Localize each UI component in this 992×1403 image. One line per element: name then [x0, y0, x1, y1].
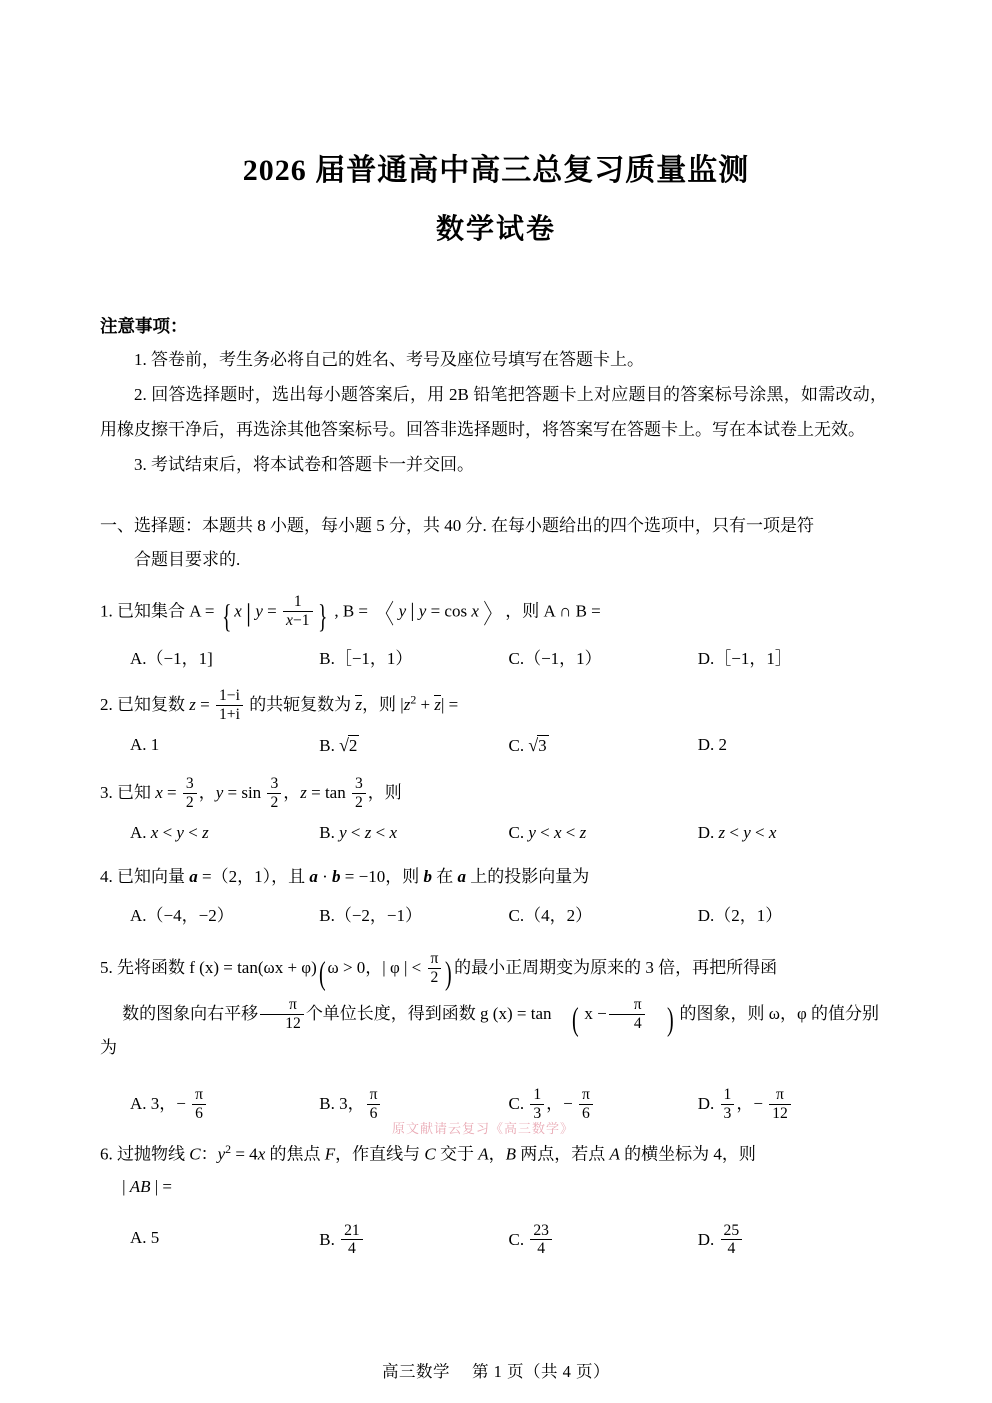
question-6-number: 6.	[100, 1145, 113, 1165]
question-5-option-c[interactable]: C. $\frac{1}{3}$ ，− $\frac{\pi}{6}$	[509, 1086, 698, 1122]
question-1-option-d[interactable]: D.［−1，1］	[697, 648, 792, 668]
question-4-option-c[interactable]: C.（4，2）	[508, 905, 593, 925]
question-1-option-b[interactable]: B.［−1，1）	[319, 648, 413, 668]
question-1-options	[100, 643, 887, 675]
left-brace: {	[221, 597, 232, 634]
notice-item-3: 3. 考试结束后，将本试卷和答题卡一并交回。	[134, 454, 474, 474]
question-4-stem: 4. 已知向量 a =（2，1），且 a · b = −10，则 b 在 a 上的投影向量为	[100, 867, 590, 887]
section-heading	[100, 509, 887, 577]
question-6-option-a[interactable]: A. 5	[130, 1227, 160, 1247]
question-5-text-a: 先将函数 f (x) = tan(ωx + φ)	[117, 958, 317, 977]
section-heading-line-2: 合题目要求的.	[134, 549, 241, 569]
document-body	[100, 309, 887, 1258]
question-6-options	[100, 1222, 887, 1258]
question-5-text-f: x −	[584, 1004, 607, 1024]
question-3-options	[100, 817, 887, 849]
question-5	[100, 950, 887, 1122]
question-1-option-a[interactable]: A.（−1，1]	[130, 648, 213, 668]
question-5-text-c: 的最小正周期变为原来的 3 倍，再把所得函	[454, 958, 778, 977]
question-5-option-b[interactable]: B. 3， $\frac{\pi}{6}$	[319, 1086, 508, 1122]
question-1-stem-suffix: ，则 A ∩ B =	[505, 600, 601, 620]
question-2-options	[100, 729, 887, 763]
question-4-options	[100, 900, 887, 932]
question-4-option-b[interactable]: B.（−2，−1）	[319, 905, 423, 925]
question-1-stem-prefix: 已知集合 A =	[117, 600, 215, 620]
page-title: 2026 届普通高中高三总复习质量监测	[242, 154, 750, 187]
question-6-line-1: 6. 过抛物线 C：$y^2 = 4x$ 的焦点 F，作直线与 C 交于 A，B 两点，若点 A 的横坐标为 4，则	[100, 1142, 756, 1165]
question-3-option-d[interactable]: D. z < y < x	[697, 823, 777, 843]
footer-page-number: 第 1 页（共 4 页）	[472, 1362, 610, 1381]
notice-item-1: 1. 答卷前，考生务必将自己的姓名、考号及座位号填写在答题卡上。	[134, 350, 644, 370]
question-3-option-a[interactable]: A. x < y < z	[130, 823, 209, 843]
question-2-number: 2.	[100, 695, 113, 715]
question-5-option-a[interactable]: A. 3，− $\frac{\pi}{6}$	[130, 1086, 319, 1122]
question-4-number: 4.	[100, 867, 113, 887]
question-1-option-c[interactable]: C.（−1，1）	[508, 648, 602, 668]
question-1	[100, 589, 887, 676]
page-footer	[0, 1358, 992, 1382]
question-4	[100, 861, 887, 932]
question-2-stem: 2. 已知复数 z = $\frac{1-i}{1+i}$ 的共轭复数为 z，则 $|z^2 + z|$ =	[100, 687, 459, 723]
question-5-options	[100, 1086, 887, 1122]
section-heading-line-1: 一、选择题：本题共 8 小题，每小题 5 分，共 40 分. 在每小题给出的四个选项中，只有一项是符	[100, 515, 814, 535]
question-4-option-d[interactable]: D.（2，1）	[697, 905, 783, 925]
question-1-number: 1.	[100, 600, 113, 620]
question-6-line-2: | AB | =	[122, 1177, 173, 1197]
question-2-option-d[interactable]: D. 2	[697, 735, 728, 755]
question-5-line-1: 5. 先将函数 f (x) = tan(ωx + φ)( ω > 0，| φ | < $\frac{\pi}{2}$ ) 的最小正周期变为原来的 3 倍，再把所得函	[100, 950, 778, 991]
question-6	[100, 1138, 887, 1257]
question-5-option-d[interactable]: D. $\frac{1}{3}$ ，− $\frac{\pi}{12}$	[698, 1086, 887, 1122]
watermark: 原文献请云复习《高三数学》	[392, 1121, 575, 1136]
fraction: $\frac{1}{x-1}$	[283, 593, 313, 629]
question-3-option-b[interactable]: B. y < z < x	[319, 823, 397, 843]
question-6-option-c[interactable]: C. $\frac{23}{4}$	[509, 1222, 698, 1258]
question-3-stem: 3. 已知 x = $\frac{3}{2}$ ，y = sin $\frac{3}{2}$ ，z = tan $\frac{3}{2}$ ，则	[100, 775, 402, 811]
page-subtitle: 数学试卷	[435, 214, 556, 245]
question-2-option-b[interactable]: B. √2	[319, 735, 358, 756]
question-5-text-e: 个单位长度，得到函数 g (x) = tan	[305, 1004, 552, 1024]
notice-item-2: 2. 回答选择题时，选出每小题答案后，用 2B 铅笔把答题卡上对应题目的答案标号涂黑，如需改动，用橡皮擦干净后，再选涂其他答案标号。回答非选择题时，将答案写在答题卡上。写在本试卷上无效。	[100, 384, 887, 439]
footer-subject: 高三数学	[382, 1362, 450, 1381]
question-2-option-c[interactable]: C. √3	[508, 735, 547, 756]
question-2	[100, 687, 887, 763]
question-3-number: 3.	[100, 783, 113, 803]
question-2-option-a[interactable]: A. 1	[130, 735, 160, 755]
question-6-option-d[interactable]: D. $\frac{25}{4}$	[698, 1222, 887, 1258]
question-4-option-a[interactable]: A.（−4，−2）	[130, 905, 234, 925]
question-5-text-g: 的图象，则 ω，φ 的值分别为	[100, 1004, 880, 1058]
question-5-number: 5.	[100, 958, 113, 977]
question-1-stem: 1. 已知集合 A = { x | y = $\frac{1}{x-1}$ } , B = 〈 y | y = cos x 〉 ，则 A ∩ B =	[100, 593, 601, 634]
question-5-text-d: 数的图象向右平移	[122, 1004, 259, 1024]
title-block	[0, 0, 992, 247]
question-1-stem-mid: , B =	[334, 600, 369, 620]
question-3	[100, 775, 887, 849]
notice-heading: 注意事项：	[100, 316, 188, 336]
question-5-text-b: ω > 0，| φ | <	[327, 958, 422, 977]
question-6-option-b[interactable]: B. $\frac{21}{4}$	[319, 1222, 508, 1258]
question-5-line-2: 数的图象向右平移 $\frac{\pi}{12}$ 个单位长度，得到函数 g (x) = tan ( x − $\frac{\pi}{4}$ ) 的图象，则 ω，φ 的值分别为	[100, 996, 880, 1058]
question-3-option-c[interactable]: C. y < x < z	[508, 823, 587, 843]
right-brace: }	[317, 597, 327, 634]
fraction: $\frac{1-i}{1+i}$	[216, 687, 243, 723]
